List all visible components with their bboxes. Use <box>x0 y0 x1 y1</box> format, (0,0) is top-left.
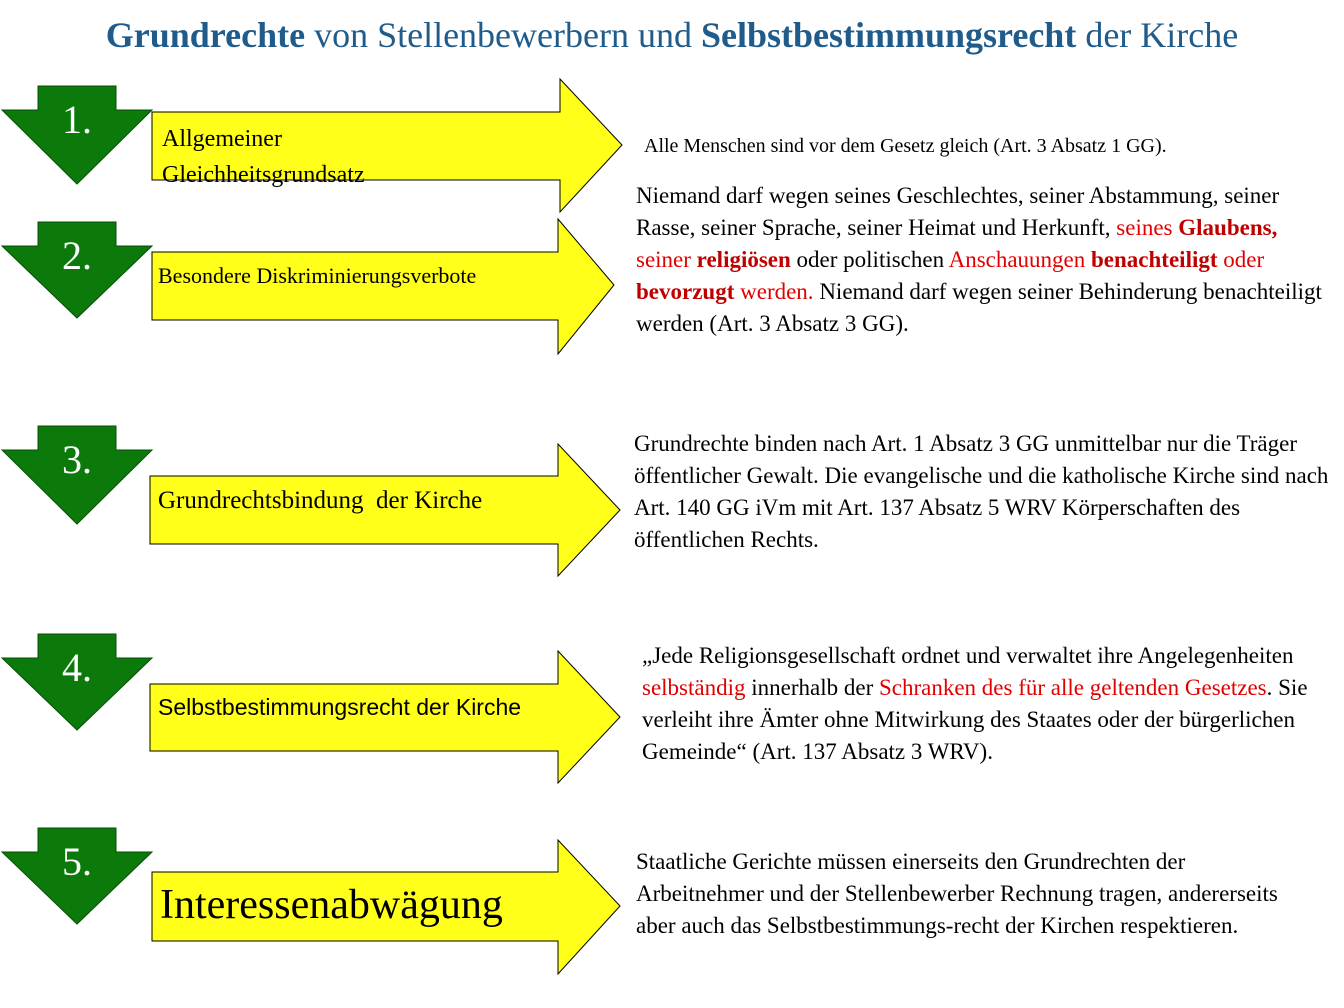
step-text-1: Alle Menschen sind vor dem Gesetz gleich (Art. 3 Absatz 1 GG). <box>644 135 1167 157</box>
step-number-3: 3. <box>62 437 92 482</box>
step-number-2: 2. <box>62 233 92 278</box>
step-number-4: 4. <box>62 645 92 690</box>
step-text-5: Staatliche Gerichte müssen einerseits den Grundrechten der Arbeitnehmer und der Stellenbewerber Rechnung tragen, andererseits aber auch das Selbstbestimmungs-recht der Kirchen respektieren. <box>636 849 1278 938</box>
step-text-4: „Jede Religionsgesellschaft ordnet und verwaltet ihre Angelegenheiten selbständig innerhalb der Schranken des für alle geltenden Gesetzes. Sie verleiht ihre Ämter ohne Mitwirkung des Staates oder der bürgerlichen Gemeinde“ (Art. 137 Absatz 3 WRV). <box>642 643 1308 764</box>
step-label-2: Besondere Diskriminierungsverbote <box>158 263 477 288</box>
step-label-1: Allgemeiner Gleichheitsgrundsatz <box>162 126 365 188</box>
step-label-3: Grundrechtsbindung der Kirche <box>158 487 483 514</box>
step-text-3: Grundrechte binden nach Art. 1 Absatz 3 GG unmittelbar nur die Träger öffentlicher Gewalt. Die evangelische und die katholische Kirche sind nach Art. 140 GG iVm mit Art. 137 Absatz 5 WRV Körperschaften des öffentlichen Rechts. <box>634 431 1329 552</box>
page-title: Grundrechte von Stellenbewerbern und Selbstbestimmungsrecht der Kirche <box>105 15 1239 55</box>
step-label-4: Selbstbestimmungsrecht der Kirche <box>158 694 522 720</box>
step-number-1: 1. <box>62 97 92 142</box>
step-number-5: 5. <box>62 839 92 884</box>
step-label-5: Interessenabwägung <box>160 882 503 928</box>
step-text-2: Niemand darf wegen seines Geschlechtes, seiner Abstammung, seiner Rasse, seiner Sprache, seiner Heimat und Herkunft, seines Glaubens, seiner religiösen oder politischen Anschauungen benachteiligt oder bevorzugt werden. Niemand darf wegen seiner Behinderung benachteiligt werden (Art. 3 Absatz 3 GG). <box>636 183 1322 336</box>
